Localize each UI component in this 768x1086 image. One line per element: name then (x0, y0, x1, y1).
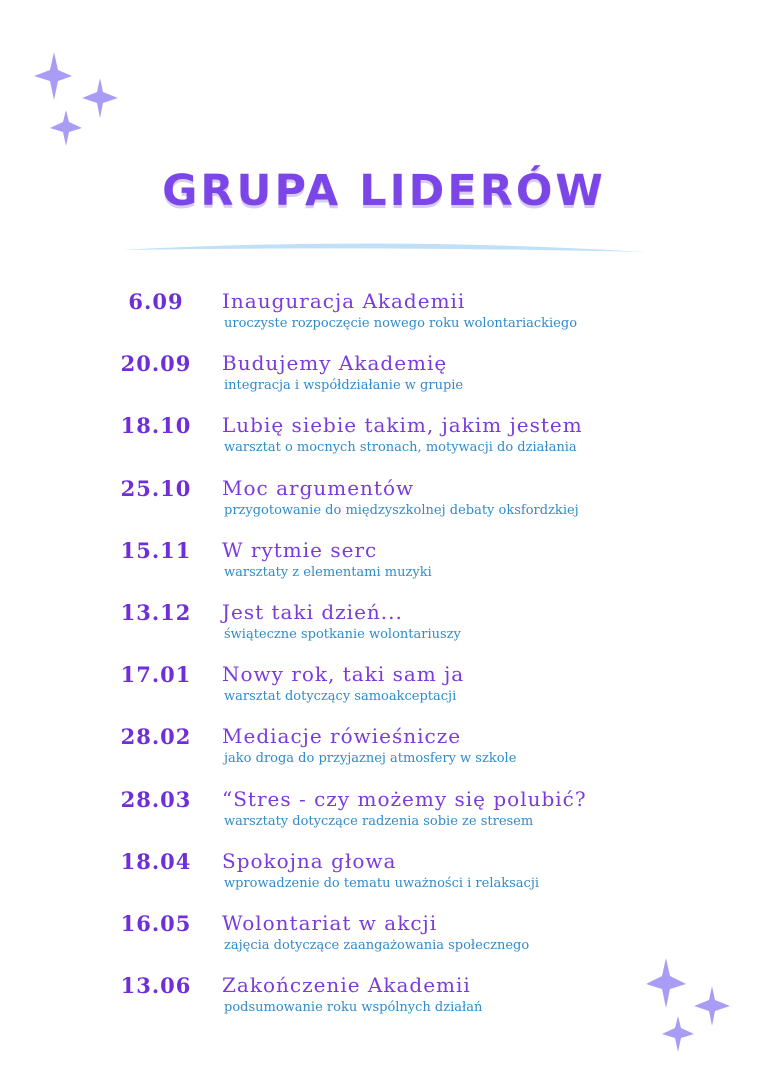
schedule-entry (0, 973, 768, 1033)
schedule-entry (0, 911, 768, 971)
event-subtitle: podsumowanie roku wspólnych działań (224, 1000, 483, 1016)
schedule-entry (0, 787, 768, 847)
schedule-entry (0, 662, 768, 722)
event-date: 13.12 (120, 600, 192, 625)
event-date: 15.11 (120, 537, 192, 563)
event-title: “Stres - czy możemy się polubić? (222, 786, 587, 811)
event-subtitle: przygotowanie do międzyszkolnej debaty oksfordzkiej (224, 502, 579, 518)
event-title: Moc argumentów (222, 475, 415, 500)
event-subtitle: świąteczne spotkanie wolontariuszy (224, 627, 461, 642)
event-subtitle: jako droga do przyjaznej atmosfery w szkole (224, 751, 517, 767)
event-date: 20.09 (120, 351, 192, 377)
event-date: 28.03 (120, 786, 192, 812)
schedule-entry (0, 849, 768, 909)
schedule-entry (0, 351, 768, 411)
event-title: Inauguracja Akademii (222, 289, 466, 313)
event-date: 18.10 (120, 413, 192, 439)
event-title: Wolontariat w akcji (222, 911, 438, 935)
schedule-entry (0, 538, 768, 598)
event-subtitle: wprowadzenie do tematu uważności i relaksacji (224, 875, 540, 891)
schedule-entry (0, 476, 768, 536)
event-subtitle: warsztat o mocnych stronach, motywacji do działania (224, 440, 577, 456)
event-date: 17.01 (120, 662, 192, 688)
page-title: GRUPA LIDERÓW (162, 166, 606, 216)
event-title: Mediacje rówieśnicze (222, 724, 462, 749)
event-subtitle: warsztat dotyczący samoakceptacji (224, 689, 457, 705)
schedule-entry (0, 600, 768, 660)
event-date: 18.04 (120, 848, 192, 874)
schedule-entry (0, 724, 768, 784)
event-title: Budujemy Akademię (222, 351, 448, 376)
schedule-entry (0, 413, 768, 473)
event-title: Lubię siebie takim, jakim jestem (222, 413, 583, 438)
event-subtitle: zajęcia dotyczące zaangażowania społecznego (224, 938, 530, 953)
event-subtitle: warsztaty z elementami muzyki (224, 564, 432, 580)
event-date: 16.05 (120, 911, 192, 936)
event-title: Jest taki dzień... (222, 600, 403, 624)
event-date: 25.10 (120, 475, 192, 501)
event-date: 6.09 (128, 289, 184, 314)
schedule-entry (0, 289, 768, 349)
event-subtitle: uroczyste rozpoczęcie nowego roku wolontariackiego (224, 316, 578, 331)
event-date: 28.02 (120, 724, 192, 750)
event-title: Spokojna głowa (222, 848, 397, 873)
event-title: W rytmie serc (222, 537, 378, 562)
event-date: 13.06 (120, 973, 192, 999)
event-subtitle: integracja i współdziałanie w grupie (224, 378, 464, 394)
event-title: Zakończenie Akademii (222, 973, 471, 998)
event-subtitle: warsztaty dotyczące radzenia sobie ze stresem (224, 813, 534, 829)
event-title: Nowy rok, taki sam ja (222, 662, 465, 687)
